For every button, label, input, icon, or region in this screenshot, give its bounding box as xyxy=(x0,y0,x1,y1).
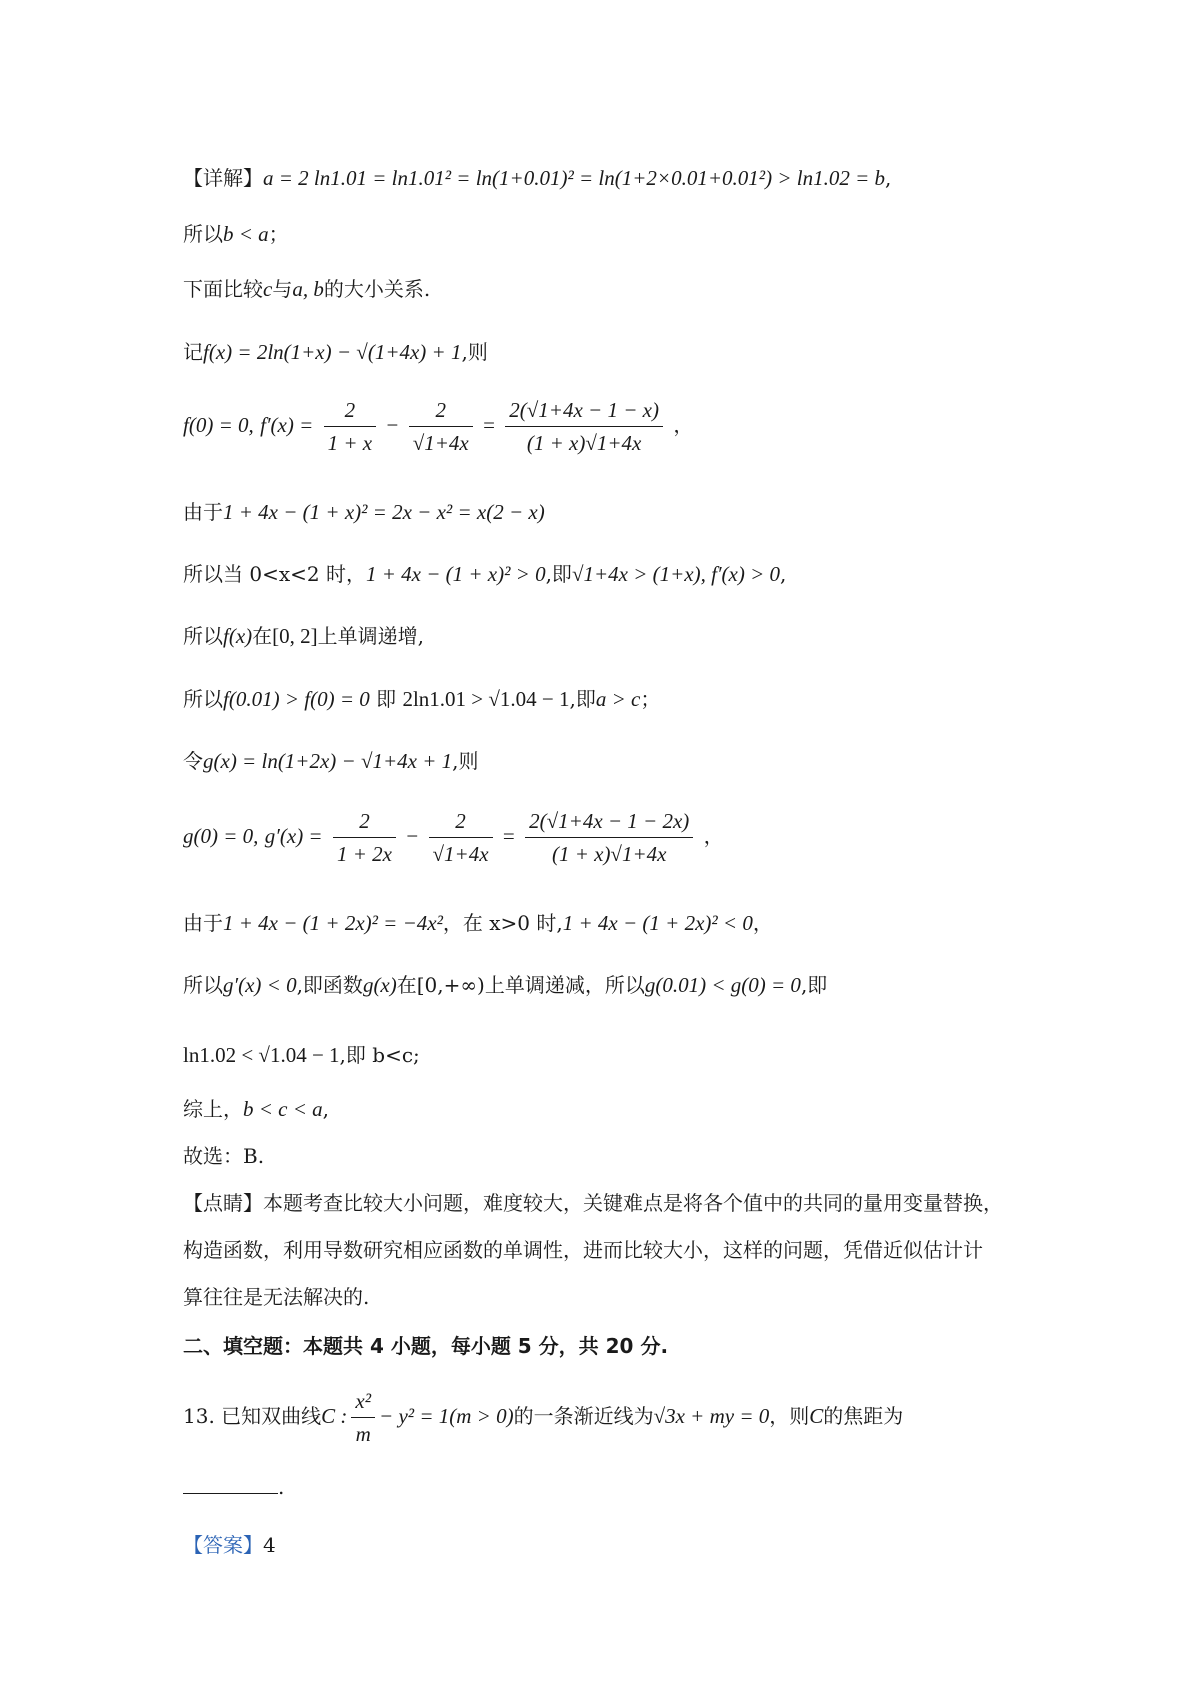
line-detail-10 xyxy=(183,746,479,776)
line-detail-14 xyxy=(183,1040,420,1070)
numerator: 2(√1+4x − 1 − 2x) xyxy=(525,808,693,838)
comment-tag: 【点睛】 xyxy=(183,1191,263,1215)
fraction xyxy=(525,808,693,867)
math-expression: ln1.02 < √1.04 − 1 xyxy=(183,1043,340,1067)
math-expression: − y² = 1(m > 0) xyxy=(379,1404,514,1428)
numerator: 2 xyxy=(409,397,473,427)
line-detail-7 xyxy=(183,559,786,589)
text: 所以 xyxy=(183,973,223,997)
answer-blank xyxy=(183,1475,278,1494)
text: 在[0,+∞)上单调递减，所以 xyxy=(396,973,645,997)
text: ,即 xyxy=(800,973,828,997)
math-expression: 1 + 4x − (1 + x)² > 0 xyxy=(365,562,546,586)
math-expression: f(x) = 2ln(1+x) − √(1+4x) + 1 xyxy=(203,340,462,364)
punctuation: ， xyxy=(752,911,773,935)
denominator: (1 + x)√1+4x xyxy=(526,431,642,455)
fraction xyxy=(409,397,473,456)
math-expression: f(0.01) > f(0) = 0 xyxy=(223,687,370,711)
text: 由于 xyxy=(183,500,223,524)
text: ，则 xyxy=(769,1404,810,1428)
line-detail-6 xyxy=(183,497,545,527)
math-expression: a > c xyxy=(595,687,641,711)
math-expression: 1 + 4x − (1 + 2x)² = −4x² xyxy=(223,911,443,935)
text: 所以当 0<x<2 时， xyxy=(183,562,366,586)
math-expression: 1 + 4x − (1 + 2x)² < 0 xyxy=(562,911,753,935)
line-detail-9 xyxy=(183,684,660,714)
text: ,即函数 xyxy=(296,973,363,997)
math-expression: g′(x) = xyxy=(264,824,323,848)
denominator: 1 + x xyxy=(327,431,373,455)
text: 由于 xyxy=(183,911,223,935)
numerator: 2(√1+4x − 1 − x) xyxy=(505,397,663,427)
question-number: 13. xyxy=(183,1404,215,1428)
operator: = xyxy=(502,824,515,848)
text: 与 xyxy=(272,277,293,301)
punctuation: ， xyxy=(673,413,694,437)
math-expression: g(0) = 0, xyxy=(183,824,259,848)
math-expression: 1 + 4x − (1 + x)² = 2x − x² = x(2 − x) xyxy=(223,500,545,524)
text: 所以 xyxy=(183,687,223,711)
line-detail-2 xyxy=(183,219,289,249)
text: ,即 b<c; xyxy=(339,1043,420,1067)
section-heading xyxy=(183,1331,668,1361)
denominator: m xyxy=(355,1422,371,1446)
line-detail-13 xyxy=(183,970,827,1000)
question-13 xyxy=(183,1386,903,1447)
line-detail-8 xyxy=(183,621,424,651)
fraction xyxy=(505,397,663,456)
line-detail-1 xyxy=(183,163,891,193)
punctuation: ， xyxy=(703,824,724,848)
fraction xyxy=(429,808,493,867)
line-detail-4 xyxy=(183,337,488,367)
text: 构造函数，利用导数研究相应函数的单调性，进而比较大小，这样的问题，凭借近似估计计 xyxy=(183,1238,983,1262)
answer-tag: 【答案】 xyxy=(183,1533,263,1557)
text: 的焦距为 xyxy=(823,1404,904,1428)
line-comment-2 xyxy=(183,1235,983,1265)
punctuation: , xyxy=(780,562,787,586)
line-detail-12 xyxy=(183,908,773,938)
answer-blank-line xyxy=(183,1472,284,1502)
punctuation: ； xyxy=(640,687,661,711)
text: 在 xyxy=(252,624,273,648)
math-expression: b < c < a xyxy=(243,1097,323,1121)
line-derivative-g xyxy=(183,803,724,869)
text: ,则 xyxy=(452,749,479,773)
math-expression: g′(x) < 0 xyxy=(223,973,297,997)
denominator: √1+4x xyxy=(432,842,489,866)
text: 记 xyxy=(183,340,203,364)
text: ，在 x>0 时, xyxy=(442,911,563,935)
line-comment-3 xyxy=(183,1282,369,1312)
detail-tag: 【详解】 xyxy=(183,166,263,190)
denominator: 1 + 2x xyxy=(336,842,392,866)
line-detail-3 xyxy=(183,274,430,304)
operator: − xyxy=(386,413,399,437)
operator: = xyxy=(483,413,495,437)
math-expression: a = 2 ln1.01 = ln1.01² = ln(1+0.01)² = ln(1+2×0.01+0.01²) > ln1.02 = b xyxy=(263,166,885,190)
text: 算往往是无法解决的. xyxy=(183,1285,370,1309)
math-expression: [0, 2] xyxy=(272,624,318,648)
math-expression: f(x) xyxy=(223,624,253,648)
text: 令 xyxy=(183,749,203,773)
line-detail-15 xyxy=(183,1094,329,1124)
math-expression: g(x) = ln(1+2x) − √1+4x + 1 xyxy=(203,749,453,773)
fraction xyxy=(333,808,396,867)
line-derivative-f xyxy=(183,392,693,458)
math-var: C xyxy=(809,1404,824,1428)
math-expression: √3x + my = 0 xyxy=(653,1404,770,1428)
punctuation: , xyxy=(322,1097,330,1121)
numerator: 2 xyxy=(429,808,493,838)
numerator: x² xyxy=(351,1388,375,1418)
text: 下面比较 xyxy=(183,277,263,301)
text: 即 xyxy=(369,687,403,711)
text: ,即 xyxy=(569,687,596,711)
numerator: 2 xyxy=(333,808,396,838)
section-title: 二、填空题：本题共 4 小题，每小题 5 分，共 20 分. xyxy=(183,1334,669,1358)
punctuation: , xyxy=(885,166,892,190)
numerator: 2 xyxy=(324,397,377,427)
operator: − xyxy=(406,824,419,848)
text: ,则 xyxy=(461,340,488,364)
fraction xyxy=(324,397,377,456)
math-expression: g(x) xyxy=(362,973,397,997)
math-expression: f′(x) = xyxy=(260,413,314,437)
math-var: C : xyxy=(321,1404,348,1428)
math-expression: 2ln1.01 > √1.04 − 1 xyxy=(402,687,570,711)
text: 上单调递增, xyxy=(317,624,425,648)
punctuation: . xyxy=(278,1475,285,1499)
denominator: √1+4x xyxy=(412,431,469,455)
text: 所以 xyxy=(183,624,223,648)
math-var: c xyxy=(263,277,273,301)
text: 的一条渐近线为 xyxy=(513,1404,654,1428)
text: 的大小关系. xyxy=(323,277,431,301)
math-expression: √1+4x > (1+x), f′(x) > 0 xyxy=(571,562,781,586)
fraction xyxy=(351,1388,375,1447)
text: 本题考查比较大小问题，难度较大，关键难点是将各个值中的共同的量用变量替换， xyxy=(263,1191,1003,1215)
denominator: (1 + x)√1+4x xyxy=(551,842,667,866)
answer-value: 4 xyxy=(263,1533,276,1557)
line-choice xyxy=(183,1141,264,1171)
math-expression: g(0.01) < g(0) = 0 xyxy=(644,973,801,997)
text: 所以 xyxy=(183,222,223,246)
text: 已知双曲线 xyxy=(221,1404,322,1428)
math-expression: b < a xyxy=(223,222,269,246)
text: 故选：B. xyxy=(183,1144,265,1168)
text: ,即 xyxy=(545,562,572,586)
punctuation: ； xyxy=(268,222,289,246)
math-expression: f(0) = 0, xyxy=(183,413,254,437)
answer-line xyxy=(183,1530,276,1560)
line-comment-1 xyxy=(183,1188,1003,1218)
math-var: a, b xyxy=(292,277,324,301)
text: 综上， xyxy=(183,1097,243,1121)
